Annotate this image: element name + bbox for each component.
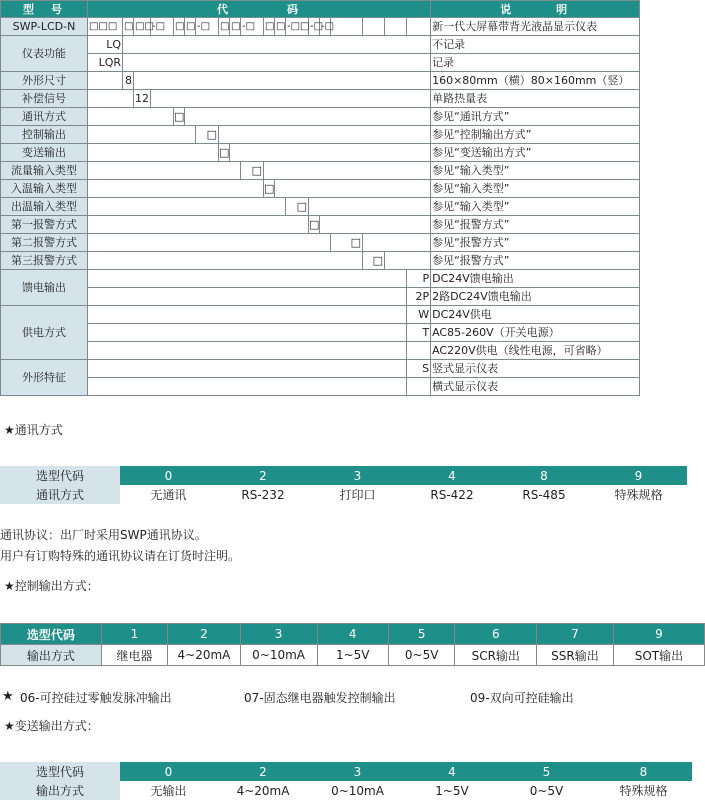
top-row-code [385,18,407,36]
row-code: □ [174,108,185,126]
header-model: 型 号 [1,1,88,18]
top-row-desc: 新一代大屏幕带背光液晶显示仪表 [431,18,640,36]
header-desc: 说 明 [431,1,640,18]
row-blank [88,270,407,288]
row-desc: 参见“输入类型” [431,180,640,198]
trans-name: 0~5V [529,783,564,798]
trans-name: 1~5V [435,783,469,798]
top-row-code: □ [123,18,134,36]
trans-name: 无输出 [150,783,187,798]
trans-label-name: 输出方式 [0,781,120,800]
ctrl-name: SOT输出 [613,645,704,666]
trans-code: 8 [595,762,692,781]
ctrl-code: 4 [317,624,388,645]
header-code: 代 码 [88,1,431,18]
trans-code: 2 [217,762,309,781]
row-code: LQ [88,36,123,54]
ctrl-code: 6 [455,624,537,645]
star-icon: ★ [2,689,14,704]
row-code: 2P [407,288,431,306]
ctrl-name: SSR输出 [537,645,614,666]
row-desc: 参见“控制输出方式” [431,126,640,144]
row-name: 补偿信号 [1,90,88,108]
ctrl-code: 7 [537,624,614,645]
comm-name: 打印口 [339,487,376,502]
row-blank [88,216,309,234]
row-name: 出温输入类型 [1,198,88,216]
comm-label-code: 选型代码 [0,466,120,485]
ctrl-label-code: 选型代码 [1,624,102,645]
ctrl-code: 3 [240,624,317,645]
row-blank [88,342,407,360]
row-blank [88,234,331,252]
row-desc: AC85-260V（开关电源） [431,324,640,342]
comm-code: 4 [406,466,498,485]
comm-name: 无通讯 [150,487,187,502]
comm-note-1: 通讯协议：出厂时采用SWP通讯协议。 [0,528,207,542]
row-blank [363,234,431,252]
row-blank [185,108,431,126]
top-row-code: -□□ [286,18,309,36]
row-blank [134,72,431,90]
comm-code: 2 [217,466,309,485]
top-row-code: □ [219,18,230,36]
row-code: W [407,306,431,324]
comm-note-2: 用户有订购特殊的通讯协议请在订货时注明。 [0,549,241,563]
top-row-model: SWP-LCD-N [1,18,88,36]
row-blank [88,162,241,180]
top-row-code: -□ [196,18,219,36]
row-name: 通讯方式 [1,108,88,126]
row-code: □ [241,162,264,180]
row-desc: AC220V供电（线性电源，可省略） [431,342,640,360]
row-name: 供电方式 [1,306,88,360]
row-desc: 160×80mm（横）80×160mm（竖） [431,72,640,90]
comm-code: 8 [498,466,590,485]
row-blank [88,144,219,162]
row-blank [230,144,431,162]
row-desc: 参见“报警方式” [431,234,640,252]
ctrl-note-06: 06-可控硅过零触发脉冲输出 [20,691,172,705]
row-desc: 竖式显示仪表 [431,360,640,378]
row-code: □ [196,126,219,144]
row-code: T [407,324,431,342]
row-code: LQR [88,54,123,72]
top-row-code: □ [230,18,241,36]
row-blank [88,90,134,108]
row-code: S [407,360,431,378]
ctrl-name: 1~5V [317,645,388,666]
row-desc: 参见“报警方式” [431,252,640,270]
top-row-code: □ [264,18,275,36]
ctrl-code: 2 [168,624,240,645]
comm-name: RS-485 [522,487,566,502]
ctrl-name: SCR输出 [455,645,537,666]
row-blank [385,252,431,270]
row-blank [88,288,407,306]
top-row-code: -□ [151,18,174,36]
row-blank [151,90,431,108]
row-code: □ [331,234,363,252]
row-blank [264,162,431,180]
row-name: 控制输出 [1,126,88,144]
trans-heading: ★变送输出方式： [4,719,99,733]
row-name: 外形特征 [1,360,88,396]
top-row-code [331,18,363,36]
row-name: 外形尺寸 [1,72,88,90]
row-desc: DC24V供电 [431,306,640,324]
row-blank [275,180,431,198]
top-row-code: □ [174,18,185,36]
row-name: 入温输入类型 [1,180,88,198]
ctrl-label-name: 输出方式 [1,645,102,666]
row-desc: 参见“输入类型” [431,162,640,180]
ctrl-code: 9 [613,624,704,645]
row-code: □ [219,144,230,162]
row-desc: DC24V馈电输出 [431,270,640,288]
row-blank [88,108,174,126]
comm-code: 9 [590,466,687,485]
row-code: □ [286,198,309,216]
comm-name: 特殊规格 [614,487,663,502]
ctrl-table [0,623,705,666]
row-desc: 参见“输入类型” [431,198,640,216]
row-blank [88,306,407,324]
ctrl-note-07: 07-固态继电器触发控制输出 [244,691,396,705]
row-blank [320,216,431,234]
row-name: 仪表功能 [1,36,88,72]
row-desc: 参见“通讯方式” [431,108,640,126]
top-row-code [407,18,431,36]
ctrl-code: 1 [101,624,168,645]
row-name: 第三报警方式 [1,252,88,270]
row-desc: 不记录 [431,36,640,54]
comm-code: 3 [309,466,406,485]
row-name: 第一报警方式 [1,216,88,234]
row-blank [88,252,363,270]
row-desc: 记录 [431,54,640,72]
ctrl-name: 继电器 [101,645,168,666]
comm-label-name: 通讯方式 [0,485,120,504]
trans-code: 3 [309,762,406,781]
trans-name: 4~20mA [236,783,290,798]
row-desc: 单路热量表 [431,90,640,108]
row-name: 变送输出 [1,144,88,162]
row-code: 12 [134,90,151,108]
row-name: 流量输入类型 [1,162,88,180]
comm-heading: ★通讯方式 [4,423,63,437]
ctrl-note-09: 09-双向可控硅输出 [470,691,574,705]
row-code: □ [309,216,320,234]
top-row-code: -□ [320,18,331,36]
top-row-code: □ [185,18,196,36]
top-row-code [363,18,385,36]
ctrl-name: 4~20mA [168,645,240,666]
row-blank [88,378,407,396]
row-desc: 横式显示仪表 [431,378,640,396]
row-blank [88,360,407,378]
row-blank [309,198,431,216]
trans-table [0,762,692,800]
comm-name: RS-422 [430,487,474,502]
top-row-code: □ [275,18,286,36]
top-row-code: □□□ [88,18,123,36]
row-code: P [407,270,431,288]
row-blank [123,54,431,72]
row-desc: 参见“变送输出方式” [431,144,640,162]
model-selection-table [0,0,640,396]
ctrl-code: 5 [388,624,455,645]
row-code: □ [264,180,275,198]
trans-code: 0 [120,762,217,781]
ctrl-name: 0~5V [388,645,455,666]
trans-name: 特殊规格 [619,783,668,798]
trans-code: 5 [498,762,595,781]
row-blank [88,324,407,342]
ctrl-name: 0~10mA [240,645,317,666]
row-blank [88,180,264,198]
row-name: 第二报警方式 [1,234,88,252]
row-blank [219,126,431,144]
row-name: 馈电输出 [1,270,88,306]
row-blank [88,126,196,144]
row-desc: 参见“报警方式” [431,216,640,234]
comm-name: RS-232 [241,487,285,502]
row-code: □ [363,252,385,270]
row-blank [123,36,431,54]
row-blank [88,72,123,90]
comm-code: 0 [120,466,217,485]
trans-name: 0~10mA [331,783,384,798]
trans-code: 4 [406,762,498,781]
row-code: 8 [123,72,134,90]
row-blank [88,198,286,216]
ctrl-heading: ★控制输出方式： [4,579,99,593]
trans-label-code: 选型代码 [0,762,120,781]
comm-table [0,466,687,504]
row-code [407,378,431,396]
top-row-code: -□ [309,18,320,36]
top-row-code: □□ [134,18,151,36]
row-desc: 2路DC24V馈电输出 [431,288,640,306]
row-code [407,342,431,360]
top-row-code: -□ [241,18,264,36]
